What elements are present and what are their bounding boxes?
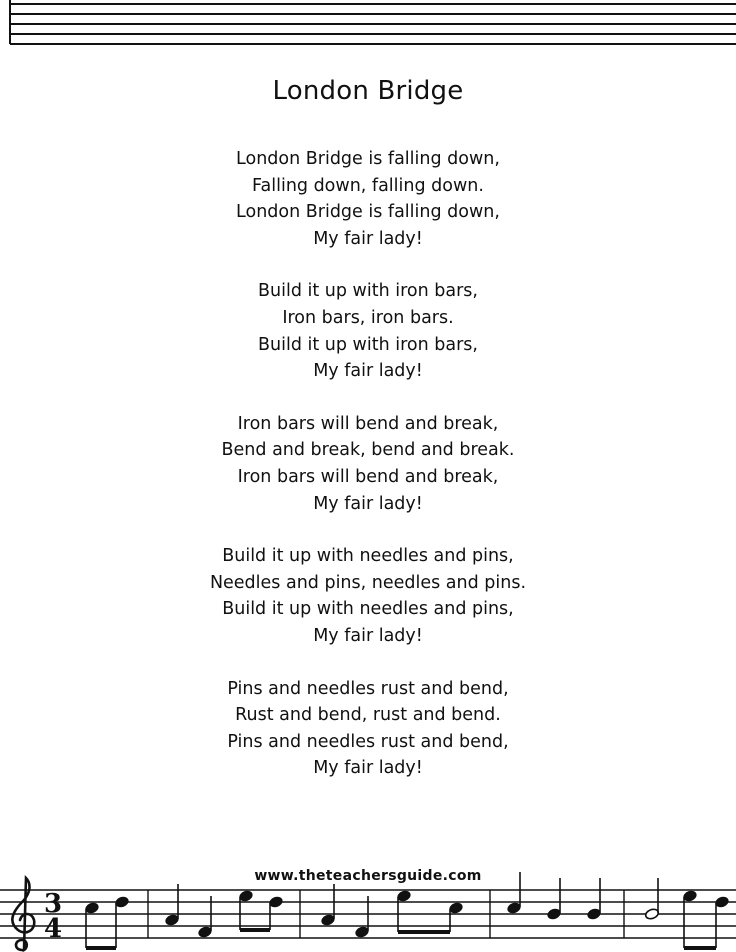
verse-5 <box>0 676 736 782</box>
lyrics <box>0 146 736 808</box>
lyric-line: My fair lady! <box>313 493 423 514</box>
lyric-line: My fair lady! <box>313 625 423 646</box>
lyric-line: Bend and break, bend and break. <box>221 440 515 461</box>
lyric-line: My fair lady! <box>313 361 423 382</box>
lyric-line: Iron bars, iron bars. <box>282 307 454 328</box>
lyric-line: London Bridge is falling down, <box>236 202 500 223</box>
lyric-line: My fair lady! <box>313 758 423 779</box>
lyric-line: Build it up with iron bars, <box>258 334 478 355</box>
website-url: www.theteachersguide.com <box>254 868 482 884</box>
time-signature-top: 3 <box>44 889 63 919</box>
bottom-music-staff <box>0 860 736 952</box>
verse-1 <box>0 146 736 252</box>
verse-3 <box>0 411 736 517</box>
lyric-line: Build it up with iron bars, <box>258 281 478 302</box>
lyric-line: Iron bars will bend and break, <box>237 413 499 434</box>
lyric-line: London Bridge is falling down, <box>236 149 500 169</box>
lyric-line: Iron bars will bend and break, <box>237 466 499 487</box>
lyric-line: Needles and pins, needles and pins. <box>209 572 527 593</box>
lyric-line: Build it up with needles and pins, <box>222 546 514 567</box>
lyric-line: Rust and bend, rust and bend. <box>235 705 501 726</box>
page-title: London Bridge <box>272 76 464 106</box>
notes <box>85 872 729 948</box>
verse-2 <box>0 278 736 384</box>
verse-4 <box>0 543 736 649</box>
time-signature-bottom: 4 <box>44 914 63 944</box>
lyric-line: Pins and needles rust and bend, <box>227 731 509 752</box>
lyric-line: Falling down, falling down. <box>252 175 484 196</box>
lyric-line: My fair lady! <box>313 228 423 249</box>
lyric-line: Build it up with needles and pins, <box>222 599 514 620</box>
top-staff-lines <box>0 0 736 60</box>
lyric-line: Pins and needles rust and bend, <box>227 678 509 699</box>
